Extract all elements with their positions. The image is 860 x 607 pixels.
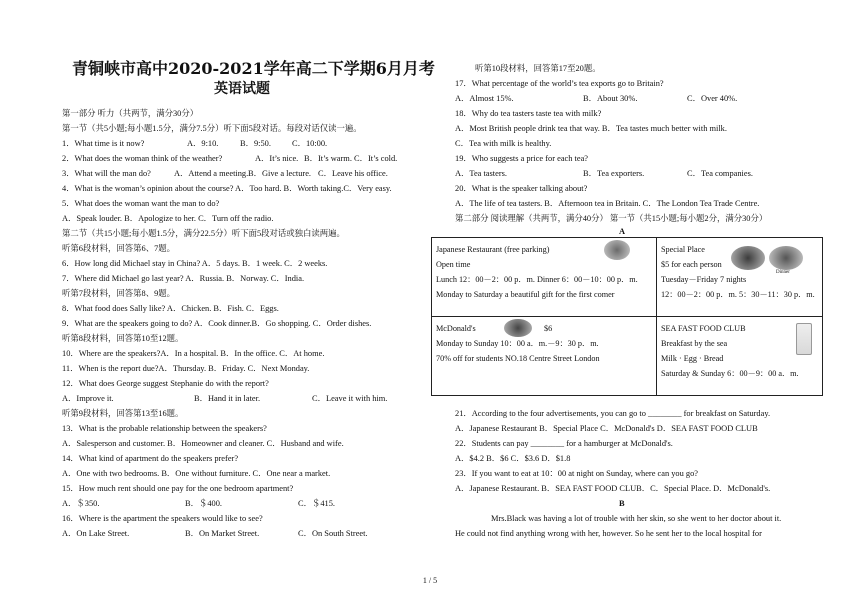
text-line: 听第6段材料，回答第6、7题。: [62, 244, 176, 253]
food-image: [731, 246, 765, 270]
options-line: A．Salesperson and customer. B．Homeowner and cleaner. C．Husband and wife.: [62, 439, 344, 448]
question-19: 19．Who suggests a price for each tea?: [455, 154, 589, 163]
ad-text: Breakfast by the sea: [661, 339, 728, 348]
question-7: 7．Where did Michael go last year? A．Russia. B．Norway. C．India.: [62, 274, 305, 283]
options-line: A．Most British people drink tea that way. B．Tea tastes much better with milk.: [455, 124, 727, 133]
question-8: 8．What food does Sally like? A．Chicken. B．Fish. C．Eggs.: [62, 304, 279, 313]
options-line: A．Japanese Restaurant B．Special Place C．McDonald's D．SEA FAST FOOD CLUB: [455, 424, 758, 433]
ad-title: SEA FAST FOOD CLUB: [661, 324, 746, 333]
ad-text: Monday to Sunday 10：00 a．m.－9：30 p．m.: [436, 339, 599, 348]
question-15: 15．How much rent should one pay for the one bedroom apartment?: [62, 484, 294, 493]
option: A．9:10.: [187, 139, 219, 148]
question-9: 9．What are the speakers going to do? A．Cook dinner.B．Go shopping. C．Order dishes.: [62, 319, 372, 328]
ads-table: [431, 237, 823, 396]
option: A．Tea tasters.: [455, 169, 507, 178]
option: B．＄400.: [185, 499, 222, 508]
exam-title: 青铜峡市高中2020-2021学年高二下学期6月月考: [72, 59, 435, 78]
option: B．Hand it in later.: [194, 394, 261, 403]
option: C．Over 40%.: [687, 94, 738, 103]
option: A．Improve it.: [62, 394, 114, 403]
ad-title: Special Place: [661, 245, 705, 254]
option: A．＄350.: [62, 499, 100, 508]
question-20: 20．What is the speaker talking about?: [455, 184, 588, 193]
text-line: 听第10段材料，回答第17至20题。: [475, 64, 601, 73]
page-number: 1 / 5: [422, 576, 438, 585]
option: C．10:00.: [292, 139, 328, 148]
option: C．＄415.: [298, 499, 335, 508]
option: A．Almost 15%.: [455, 94, 514, 103]
question-19-options: [455, 168, 753, 179]
question-text: 1．What time is it now?: [62, 139, 145, 148]
passage-label-b: B: [619, 499, 625, 508]
ad-text: Saturday & Sunday 6：00－9：00 a．m.: [661, 369, 799, 378]
options-line: C．Tea with milk is healthy.: [455, 139, 552, 148]
option: A．It’s nice.: [255, 154, 299, 163]
question-1: [62, 138, 328, 149]
ad-text: Tuesday－Friday 7 nights: [661, 275, 747, 284]
text-line: 听第9段材料，回答第13至16题。: [62, 409, 184, 418]
question-3: [62, 168, 388, 179]
options-line: A．One with two bedrooms. B．One without furniture. C．One near a market.: [62, 469, 331, 478]
options-line: A．The life of tea tasters. B．Afternoon tea in Britain. C．The London Tea Trade Centre.: [455, 199, 760, 208]
question-4: 4．What is the woman’s opinion about the course? A．Too hard. B．Worth taking.C．Very easy.: [62, 184, 392, 193]
food-image: [769, 246, 803, 270]
question-10: 10．Where are the speakers?A．In a hospital. B．In the office. C．At home.: [62, 349, 325, 358]
options-line: A．$4.2 B．$6 C．$3.6 D．$1.8: [455, 454, 571, 463]
options-line: A．Speak louder. B．Apologize to her. C．Turn off the radio.: [62, 214, 274, 223]
question-text: 2．What does the woman think of the weather?: [62, 154, 223, 163]
ad-sea-fast-food-club: [657, 317, 823, 396]
text-line: 听第7段材料，回答第8、9题。: [62, 289, 176, 298]
passage-b-line: He could not find anything wrong with her, however. So he sent her to the local hospital for: [455, 529, 762, 538]
dinner-label: Dinner: [776, 270, 790, 275]
ad-text: Milk · Egg · Bread: [661, 354, 724, 363]
option: B．Tea exporters.: [583, 169, 645, 178]
question-21: 21．According to the four advertisements, you can go to ________ for breakfast on Saturday.: [455, 409, 771, 418]
section-heading: 第二部分 阅读理解（共两节，满分40分） 第一节（共15小题;每小题2分，满分30分）: [455, 214, 768, 223]
option: B．9:50.: [240, 139, 271, 148]
question-13: 13．What is the probable relationship between the speakers?: [62, 424, 267, 433]
ad-mcdonalds: [432, 317, 657, 396]
question-12: 12．What does George suggest Stephanie do with the report?: [62, 379, 269, 388]
ad-japanese-restaurant: [432, 238, 657, 317]
option: C．Tea companies.: [687, 169, 753, 178]
question-17: 17．What percentage of the world’s tea exports go to Britain?: [455, 79, 664, 88]
question-15-options: [62, 498, 335, 509]
question-2: [62, 153, 398, 164]
options-line: A．Japanese Restaurant. B．SEA FAST FOOD CLUB．C．Special Place. D．McDonald's.: [455, 484, 771, 493]
question-5: 5．What does the woman want the man to do?: [62, 199, 220, 208]
text-line: 第一节（共5小题;每小题1.5分，满分7.5分）听下面5段对话。每段对话仅读一遍。: [62, 124, 362, 133]
question-14: 14．What kind of apartment do the speakers prefer?: [62, 454, 239, 463]
ad-price: $6: [544, 324, 553, 333]
ad-text: 12：00－2：00 p．m. 5：30－11：30 p．m.: [661, 290, 815, 299]
question-17-options: [455, 93, 738, 104]
question-11: 11．When is the report due?A．Thursday. B．Friday. C．Next Monday.: [62, 364, 310, 373]
question-12-options: [62, 393, 388, 404]
exam-subtitle: 英语试题: [214, 81, 270, 97]
option: B．On Market Street.: [185, 529, 260, 538]
option: B．About 30%.: [583, 94, 638, 103]
option: C．On South Street.: [298, 529, 368, 538]
text-line: 第一部分 听力（共两节，满分30分）: [62, 109, 199, 118]
passage-label-a: A: [619, 227, 626, 236]
ad-text: 70% off for students NO.18 Centre Street London: [436, 354, 600, 363]
option: C．Leave his office.: [318, 169, 388, 178]
ad-title: Japanese Restaurant (free parking): [436, 245, 550, 254]
passage-b-line: Mrs.Black was having a lot of trouble with her skin, so she went to her doctor about it.: [491, 514, 782, 523]
ad-title: McDonald's: [436, 324, 476, 333]
option: B．It’s warm. C．It’s cold.: [304, 154, 398, 163]
question-22: 22．Students can pay ________ for a hamburger at McDonald's.: [455, 439, 673, 448]
option: A．On Lake Street.: [62, 529, 130, 538]
question-6: 6．How long did Michael stay in China? A．5 days. B．1 week. C．2 weeks.: [62, 259, 328, 268]
question-18: 18．Why do tea tasters taste tea with milk?: [455, 109, 602, 118]
ad-title-line: [436, 321, 652, 336]
question-text: 3．What will the man do?: [62, 169, 151, 178]
ad-special-place: [657, 238, 823, 317]
question-23: 23．If you want to eat at 10：00 at night on Sunday, where can you go?: [455, 469, 698, 478]
ad-text: Open time: [436, 260, 471, 269]
option: B．Give a lecture.: [248, 169, 312, 178]
question-16: 16．Where is the apartment the speakers would like to see?: [62, 514, 263, 523]
ad-text: Lunch 12：00－2：00 p．m. Dinner 6：00－10：00 p．m.: [436, 275, 638, 284]
burger-image: [504, 319, 532, 337]
text-line: 听第8段材料，回答第10至12题。: [62, 334, 184, 343]
option: C．Leave it with him.: [312, 394, 388, 403]
text-line: 第二节（共15小题;每小题1.5分，满分22.5分）听下面5段对话或独白读两遍。: [62, 229, 345, 238]
question-16-options: [62, 528, 368, 539]
ad-text: $5 for each person: [661, 260, 722, 269]
food-image: [604, 240, 630, 260]
milk-glass-image: [796, 323, 812, 355]
option: A．Attend a meeting.: [174, 169, 249, 178]
ad-text: Monday to Saturday a beautiful gift for the first comer: [436, 290, 615, 299]
